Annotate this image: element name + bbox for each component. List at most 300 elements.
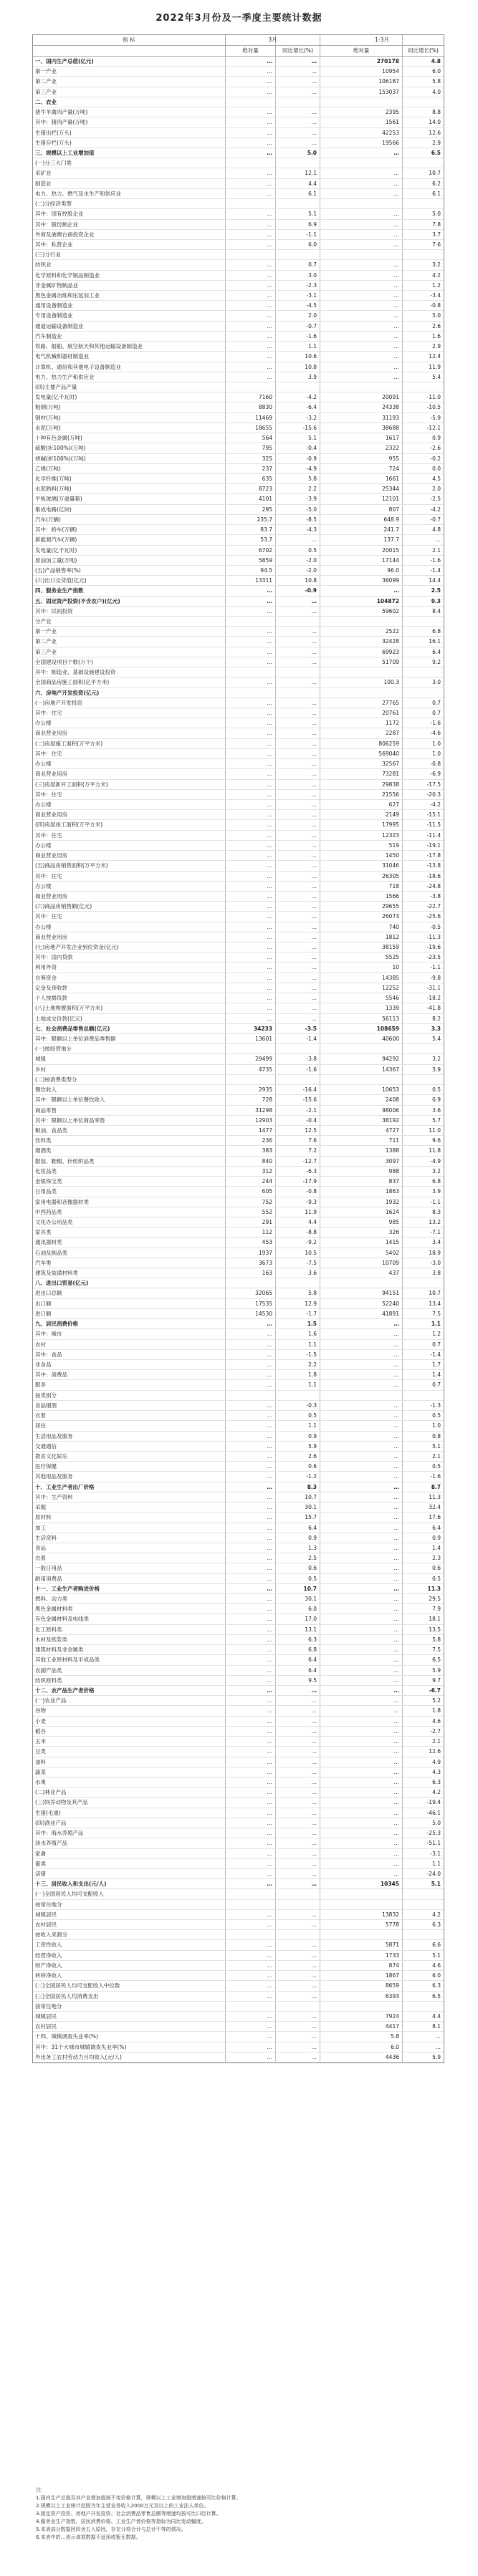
quarter-value: 3097	[385, 1157, 399, 1164]
quarter-value: 1339	[385, 1005, 399, 1012]
table-row	[33, 515, 444, 525]
quarter-value: 100.3	[383, 679, 399, 686]
month-value: …	[267, 771, 272, 778]
quarter-growth: 9.7	[432, 1677, 441, 1684]
table-row	[33, 1747, 444, 1757]
table-row	[33, 912, 444, 922]
table-row	[33, 1563, 444, 1573]
month-value: …	[267, 211, 272, 218]
table-row	[33, 1910, 444, 1920]
quarter-growth: 3.8	[432, 1270, 441, 1277]
quarter-growth: 8.3	[432, 1208, 441, 1215]
table-row	[33, 1075, 444, 1085]
quarter-value: …	[393, 1646, 399, 1654]
table-row	[33, 1177, 444, 1187]
month-value: …	[267, 1463, 272, 1470]
table-row	[33, 1533, 444, 1543]
row-label: 其中：民间投资	[35, 607, 73, 614]
quarter-value: 955	[388, 455, 399, 462]
month-value: 552	[262, 1208, 272, 1215]
row-label: 十、工业生产者出厂价格	[35, 1483, 95, 1490]
month-growth: 6.8	[308, 1646, 317, 1654]
quarter-value: 12101	[382, 496, 399, 503]
quarter-growth: 1.2	[432, 281, 441, 289]
row-label: 工资性收入	[35, 1941, 62, 1949]
month-value: …	[267, 2033, 272, 2040]
quarter-growth: 0.5	[432, 1575, 441, 1582]
month-value: …	[267, 1452, 272, 1460]
month-value: …	[267, 1921, 272, 1929]
row-label: 其中：住宅	[35, 831, 62, 839]
table-row	[33, 1197, 444, 1207]
table-row	[33, 2042, 444, 2052]
month-value: …	[267, 1809, 272, 1816]
table-row	[33, 1981, 444, 1991]
row-label: 农村居民	[35, 1921, 57, 1929]
quarter-value: …	[393, 1840, 399, 1847]
quarter-growth: 3.6	[432, 1106, 441, 1114]
row-label: 建筑及装潢材料类	[35, 1270, 78, 1277]
row-label: 外出务工农村劳动力月均收入(元/人)	[35, 2053, 122, 2060]
row-label: 发电量(亿千瓦时)	[35, 394, 77, 401]
quarter-value: 1415	[385, 1239, 399, 1246]
row-label: 非食品	[35, 1361, 52, 1368]
month-value: …	[267, 312, 272, 319]
table-row	[33, 332, 444, 342]
quarter-growth: 17.6	[429, 1514, 441, 1521]
table-row	[33, 1584, 444, 1594]
quarter-value: 20091	[382, 394, 399, 401]
table-row	[33, 1421, 444, 1431]
quarter-growth: -4.9	[430, 1157, 441, 1164]
table-row	[33, 322, 444, 332]
quarter-value: 26305	[382, 872, 399, 879]
month-growth: 9.5	[308, 1677, 317, 1684]
quarter-growth: 2.9	[432, 343, 441, 350]
row-label: 生猪出栏(万头)	[35, 129, 72, 136]
month-value: …	[267, 1952, 272, 1959]
month-value: 8830	[258, 404, 272, 411]
table-row	[33, 1248, 444, 1258]
quarter-value: …	[393, 1473, 399, 1480]
quarter-growth: 3.2	[432, 1056, 441, 1063]
quarter-value: 14367	[382, 1066, 399, 1073]
quarter-value: 73281	[382, 771, 399, 778]
month-growth: …	[311, 750, 317, 757]
table-row	[33, 637, 444, 647]
quarter-value: …	[393, 1860, 399, 1867]
table-row	[33, 1432, 444, 1442]
month-growth: -7.5	[306, 1259, 317, 1266]
quarter-value: 6.0	[391, 2043, 399, 2050]
row-label: 采矿业	[35, 170, 52, 177]
month-growth: 3.6	[308, 1270, 317, 1277]
quarter-value: 20761	[382, 710, 399, 716]
row-label: 专用设备制造业	[35, 312, 73, 319]
month-value: …	[267, 1962, 272, 1969]
month-growth: …	[311, 1911, 317, 1918]
quarter-growth: 2.1	[432, 546, 441, 554]
table-row	[33, 454, 444, 464]
month-growth: 2.2	[308, 1361, 317, 1368]
month-growth: 6.3	[308, 1636, 317, 1643]
row-label: 纺织原料类	[35, 1677, 62, 1684]
month-growth: -9.2	[306, 1239, 317, 1246]
quarter-value: …	[393, 1524, 399, 1531]
month-value: …	[267, 1830, 272, 1837]
quarter-value: …	[393, 1321, 399, 1328]
quarter-value: …	[393, 312, 399, 319]
quarter-growth: -0.8	[430, 761, 441, 768]
month-value: …	[267, 882, 272, 889]
month-value: …	[267, 109, 272, 116]
month-value: …	[267, 1412, 272, 1419]
month-value: …	[267, 1799, 272, 1806]
month-growth: …	[311, 781, 317, 788]
quarter-growth: 13.2	[429, 1218, 441, 1225]
quarter-growth: 2.3	[432, 1555, 441, 1562]
table-row	[33, 1350, 444, 1360]
row-label: (二)按消费类型分	[35, 1076, 77, 1083]
table-row	[33, 1798, 444, 1808]
table-row	[33, 1442, 444, 1452]
month-growth: …	[311, 791, 317, 798]
table-row	[33, 932, 444, 942]
quarter-growth: 1.1	[431, 1321, 441, 1328]
quarter-value: 10345	[380, 1881, 399, 1888]
row-label: 个人按揭贷款	[35, 995, 67, 1002]
month-value: …	[267, 271, 272, 279]
row-label: (三)房屋新开工面积(万平方米)	[35, 781, 108, 788]
month-value: 312	[262, 1167, 272, 1174]
row-label: (五)产品销售率(%)	[35, 566, 81, 574]
month-value: …	[267, 923, 272, 930]
month-growth: …	[311, 2043, 317, 2050]
quarter-value: 51709	[382, 658, 399, 665]
month-growth: -4.5	[306, 302, 317, 309]
row-label: 非金属矿物制品业	[35, 281, 78, 289]
quarter-value: 1617	[385, 435, 399, 442]
month-growth: 7.2	[308, 1147, 317, 1154]
quarter-growth: -6.9	[430, 771, 441, 778]
month-value: …	[267, 58, 272, 64]
month-growth: …	[311, 1748, 317, 1755]
row-label: 第一产业	[35, 628, 57, 635]
quarter-growth: 7.8	[432, 221, 441, 228]
quarter-growth: 5.1	[432, 1952, 441, 1959]
table-row	[33, 627, 444, 637]
table-row	[33, 1727, 444, 1737]
month-growth: …	[311, 1941, 317, 1949]
quarter-value: 10954	[382, 68, 399, 75]
table-row	[33, 494, 444, 504]
table-row	[33, 1838, 444, 1848]
quarter-growth: -1.6	[430, 556, 441, 564]
month-growth: …	[311, 1830, 317, 1837]
month-value: …	[267, 1778, 272, 1785]
row-label: 商业营业用房	[35, 892, 67, 899]
quarter-value: 437	[388, 1270, 399, 1277]
quarter-value: 2395	[385, 109, 399, 116]
row-label: 豆类	[35, 1748, 46, 1755]
month-value: …	[267, 1402, 272, 1409]
month-growth: …	[311, 1870, 317, 1877]
month-value: …	[267, 322, 272, 329]
quarter-growth: 6.5	[432, 1656, 441, 1664]
table-row	[33, 1869, 444, 1879]
month-value: …	[267, 995, 272, 1002]
row-label: (三)全国居民人均消费支出	[35, 1992, 99, 1999]
quarter-growth: 14.0	[429, 119, 441, 126]
row-label: 日用品类	[35, 1188, 57, 1195]
table-body	[33, 57, 444, 2063]
month-growth: …	[311, 1697, 317, 1704]
table-row	[33, 708, 444, 718]
table-row	[33, 942, 444, 952]
month-value: …	[267, 363, 272, 370]
month-growth: …	[311, 88, 317, 95]
month-growth: 5.8	[308, 1290, 317, 1297]
month-growth: …	[311, 1778, 317, 1785]
month-growth: 1.1	[308, 1381, 317, 1389]
quarter-value: 5546	[385, 995, 399, 1002]
row-label: 小麦	[35, 1717, 46, 1724]
quarter-value: …	[393, 363, 399, 370]
quarter-growth: 13.4	[429, 1300, 441, 1307]
table-row	[33, 749, 444, 759]
quarter-growth: -3.8	[430, 892, 441, 899]
month-growth: 1.5	[307, 1321, 317, 1328]
month-value: …	[267, 821, 272, 829]
table-row	[33, 484, 444, 494]
month-value: 17535	[255, 1300, 272, 1307]
table-row	[33, 1380, 444, 1390]
month-growth: …	[311, 841, 317, 849]
row-label: 一般日用品	[35, 1565, 62, 1572]
month-value: 635	[262, 475, 272, 482]
month-growth: -0.4	[306, 445, 317, 452]
month-value: 564	[262, 435, 272, 442]
month-value: …	[267, 343, 272, 350]
row-label: 办公楼	[35, 720, 52, 727]
month-growth: …	[311, 1687, 317, 1694]
row-label: 烧碱(折100%)(万吨)	[35, 455, 86, 462]
month-value: …	[267, 750, 272, 757]
quarter-value: …	[393, 1381, 399, 1389]
month-value: …	[267, 781, 272, 788]
quarter-growth: 11.0	[429, 1127, 441, 1134]
row-label: 化学纤维(万吨)	[35, 475, 72, 482]
table-row	[33, 1849, 444, 1859]
row-label: 水果	[35, 1778, 46, 1785]
quarter-value: 21556	[382, 791, 399, 798]
month-growth: …	[311, 1860, 317, 1867]
quarter-value: …	[393, 1850, 399, 1857]
quarter-growth: 6.0	[432, 1972, 441, 1979]
table-row	[33, 1227, 444, 1238]
month-value: …	[267, 180, 272, 187]
table-row	[33, 1502, 444, 1513]
table-row	[33, 1085, 444, 1095]
quarter-value: …	[393, 241, 399, 248]
table-row	[33, 1523, 444, 1533]
month-value: …	[267, 231, 272, 238]
quarter-growth: 0.7	[432, 699, 441, 706]
month-value: …	[267, 841, 272, 849]
month-value: …	[267, 1321, 272, 1328]
table-row	[33, 372, 444, 382]
month-growth: -3.1	[306, 292, 317, 299]
row-label: 文化办公用品类	[35, 1218, 73, 1225]
month-value: …	[267, 332, 272, 339]
table-row	[33, 677, 444, 688]
month-value: 94.5	[260, 566, 272, 574]
row-label: 商业营业用房	[35, 852, 67, 859]
quarter-growth: -25.6	[426, 913, 441, 920]
month-growth: …	[311, 801, 317, 808]
table-row	[33, 158, 444, 168]
month-growth: …	[311, 658, 317, 665]
table-row	[33, 382, 444, 392]
table-row	[33, 1676, 444, 1686]
month-value: …	[267, 1585, 272, 1592]
quarter-growth: -6.7	[429, 1687, 441, 1694]
header-quarter: 1-3月	[320, 35, 444, 45]
month-growth: -1.7	[306, 1310, 317, 1317]
month-growth: …	[311, 710, 317, 716]
month-growth: 6.0	[308, 1606, 317, 1613]
quarter-value: 2149	[385, 811, 399, 819]
month-value: …	[267, 1565, 272, 1572]
quarter-value: …	[393, 271, 399, 279]
quarter-value: 4727	[385, 1127, 399, 1134]
table-row	[33, 1217, 444, 1227]
month-value: …	[267, 1748, 272, 1755]
table-row	[33, 1777, 444, 1788]
month-growth: 1.6	[308, 1331, 317, 1338]
quarter-value: …	[393, 1870, 399, 1877]
row-label: 四、服务业生产指数	[35, 587, 84, 594]
quarter-growth: 18.9	[429, 1249, 441, 1256]
table-row	[33, 433, 444, 443]
month-growth: …	[311, 913, 317, 920]
table-row	[33, 1106, 444, 1116]
table-row	[33, 1360, 444, 1370]
row-label: 衣着	[35, 1412, 46, 1419]
quarter-value: 4436	[385, 2053, 399, 2060]
row-label: 八、进出口贸易(亿元)	[35, 1280, 89, 1287]
quarter-growth: -17.5	[426, 781, 441, 788]
month-growth: 0.9	[308, 1432, 317, 1439]
table-row	[33, 1767, 444, 1777]
table-row	[33, 2022, 444, 2032]
quarter-growth: -19.1	[426, 841, 441, 849]
table-row	[33, 199, 444, 209]
month-growth: …	[311, 995, 317, 1002]
quarter-growth: 2.0	[432, 486, 441, 493]
table-row	[33, 546, 444, 556]
row-label: 十二、农产品生产者价格	[35, 1687, 95, 1694]
month-growth: 30.1	[305, 1596, 317, 1603]
table-row	[33, 973, 444, 983]
quarter-growth: -19.4	[426, 1799, 441, 1806]
month-growth: 10.8	[305, 363, 317, 370]
row-label: 医疗保健	[35, 1463, 57, 1470]
month-growth: 2.5	[308, 1555, 317, 1562]
row-label: 五、固定资产投资(不含农户)(亿元)	[35, 597, 120, 604]
month-growth: 30.1	[305, 1504, 317, 1511]
row-label: 其中：海水养殖产品	[35, 1830, 84, 1837]
quarter-growth: 6.3	[432, 1982, 441, 1989]
quarter-growth: 5.1	[431, 1881, 441, 1888]
month-growth: …	[311, 811, 317, 819]
quarter-value: 5.8	[391, 2033, 399, 2040]
month-growth: 10.7	[305, 1493, 317, 1500]
table-row	[33, 220, 444, 230]
row-label: 谷物	[35, 1707, 46, 1714]
row-label: 其中：住宅	[35, 750, 62, 757]
quarter-growth: 1.0	[432, 750, 441, 757]
month-growth: -4.2	[306, 394, 317, 401]
table-row	[33, 1462, 444, 1472]
month-growth: 12.5	[305, 1127, 317, 1134]
row-label: 原油加工量(万吨)	[35, 556, 77, 564]
month-value: 795	[262, 445, 272, 452]
month-growth: -3.9	[306, 496, 317, 503]
month-value: 840	[262, 1157, 272, 1164]
quarter-growth: 8.2	[432, 1015, 441, 1022]
table-row	[33, 1452, 444, 1462]
quarter-growth: 0.5	[432, 1086, 441, 1094]
month-growth: -1.2	[306, 1473, 317, 1480]
table-row	[33, 271, 444, 281]
quarter-value: 32567	[382, 761, 399, 768]
page-title: 2022年3月份及一季度主要统计数据	[156, 13, 322, 24]
table-row	[33, 1329, 444, 1339]
table-row	[33, 291, 444, 301]
quarter-growth: 8.4	[432, 607, 441, 614]
month-growth: …	[311, 1015, 317, 1022]
month-value: …	[267, 1575, 272, 1582]
month-value: …	[267, 628, 272, 635]
table-row	[33, 1411, 444, 1421]
month-value: …	[267, 648, 272, 655]
quarter-value: …	[393, 1514, 399, 1521]
month-growth: 4.4	[308, 180, 317, 187]
month-growth: 3.0	[308, 271, 317, 279]
quarter-value: …	[393, 332, 399, 339]
table-row	[33, 67, 444, 77]
month-value: …	[267, 1881, 272, 1888]
quarter-value: 648.9	[383, 516, 399, 523]
quarter-value: 31193	[382, 414, 399, 421]
quarter-value: …	[393, 343, 399, 350]
month-growth: 8.3	[307, 1483, 317, 1490]
table-row	[33, 443, 444, 453]
row-label: (一)分三大门类	[35, 160, 72, 167]
quarter-growth: 0.9	[432, 1534, 441, 1541]
quarter-growth: 9.2	[432, 658, 441, 665]
month-value: …	[267, 2013, 272, 2020]
quarter-value: 10653	[382, 1086, 399, 1094]
quarter-value: …	[393, 1666, 399, 1674]
table-row	[33, 556, 444, 566]
month-value: 728	[262, 1096, 272, 1104]
quarter-value: …	[393, 1432, 399, 1439]
row-label: 办公楼	[35, 841, 52, 849]
quarter-value: …	[393, 170, 399, 177]
month-value: …	[267, 1626, 272, 1633]
